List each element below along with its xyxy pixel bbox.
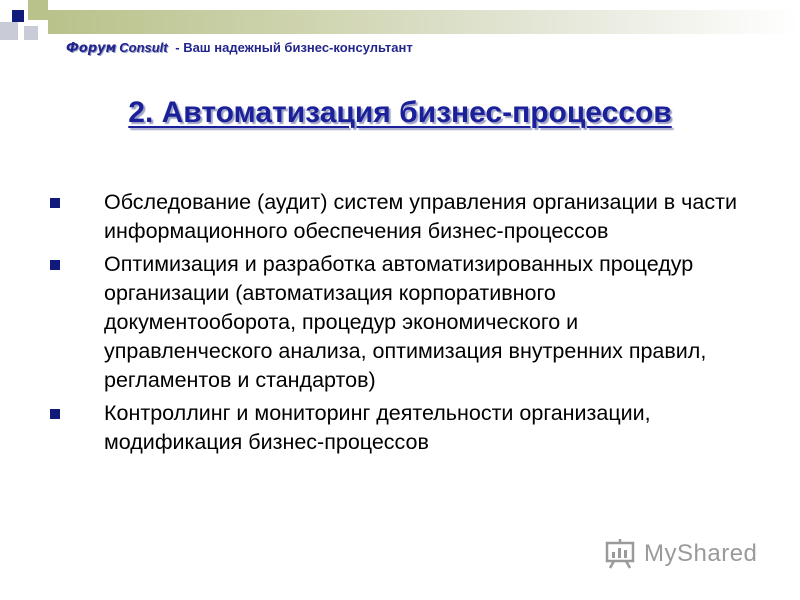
brand-consult: Consult xyxy=(119,40,168,55)
bullet-item xyxy=(50,399,750,457)
watermark xyxy=(604,536,764,572)
brand-forum: Форум xyxy=(66,41,117,56)
bullet-text: Оптимизация и разработка автоматизированных процедур организации (автоматизация корпоративного документооборота, процедур экономического и управленческого анализа, оптимизация внутренних правил, регламентов и стандартов) xyxy=(104,252,707,392)
corner-square-navy xyxy=(12,10,24,22)
chart-board-icon xyxy=(604,538,636,570)
bullet-list xyxy=(50,188,750,461)
bullet-square-icon xyxy=(50,409,60,419)
watermark-text: MyShared xyxy=(644,540,758,567)
corner-square-olive xyxy=(28,0,48,20)
header-tagline xyxy=(66,40,413,56)
bullet-item xyxy=(50,188,750,246)
bullet-square-icon xyxy=(50,198,60,208)
tagline-text: - Ваш надежный бизнес-консультант xyxy=(175,40,413,55)
bullet-text: Контроллинг и мониторинг деятельности организации, модификация бизнес-процессов xyxy=(104,401,651,454)
bullet-item xyxy=(50,250,750,395)
header-band xyxy=(48,10,800,34)
slide-title: 2. Автоматизация бизнес-процессов xyxy=(128,96,672,129)
corner-square-gray-small xyxy=(24,26,38,40)
bullet-text: Обследование (аудит) систем управления организации в части информационного обеспечения бизнес-процессов xyxy=(104,190,737,243)
bullet-square-icon xyxy=(50,260,60,270)
corner-square-gray xyxy=(0,22,18,40)
